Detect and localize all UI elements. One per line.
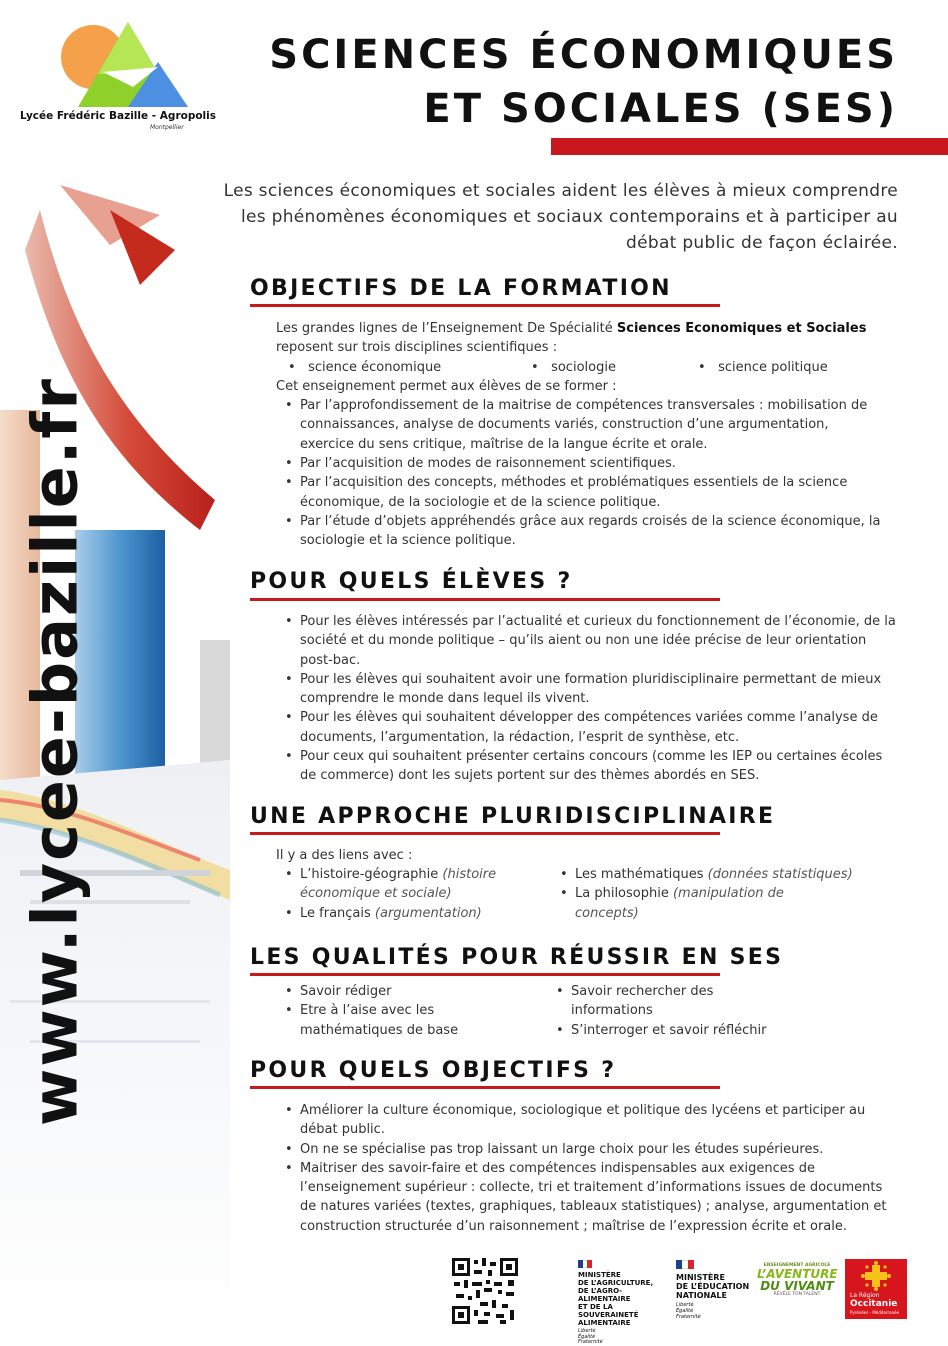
text-line: MINISTÈRE	[676, 1273, 725, 1282]
heading-eleves: POUR QUELS ÉLÈVES ?	[250, 569, 573, 594]
list-item: • Par l’approfondissement de la maitrise de compétences transversales : mobilisation de connaissances, analyse de documents variés, construction d’une argumentation, exercice du sens critique, maîtrise de la langue écrite et orale.	[276, 396, 886, 454]
ministere-education-logo	[676, 1260, 694, 1269]
link-detail: (données statistiques)	[707, 867, 853, 882]
objectifs-p1-c: reposent sur trois disciplines scientifiques :	[276, 340, 558, 356]
heading-buts: POUR QUELS OBJECTIFS ?	[250, 1058, 617, 1083]
link-name: La philosophie	[575, 886, 673, 902]
list-item: • Pour ceux qui souhaitent présenter certains concours (comme les IEP ou certaines écoles de commerce) dont les sujets portent sur des thèmes abordés en SES.	[276, 747, 901, 786]
aventure-line-2: DU VIVANT	[760, 1279, 834, 1293]
objectifs-p1-a: Les grandes lignes de l’Enseignement De Spécialité	[276, 321, 617, 336]
list-item: • Améliorer la culture économique, sociologique et politique des lycéens et participer au débat public.	[276, 1101, 901, 1140]
ministere-education-text	[676, 1273, 756, 1320]
text-line: Liberté	[676, 1302, 694, 1308]
heading-objectifs: OBJECTIFS DE LA FORMATION	[250, 276, 672, 301]
ministere-agriculture-logo	[578, 1260, 592, 1268]
text-line: DE L’AGRICULTURE,	[578, 1279, 654, 1287]
objectifs-p1	[276, 319, 886, 358]
list-item	[276, 904, 546, 923]
approche-list-right	[551, 865, 911, 923]
link-name: L’histoire-géographie	[300, 867, 443, 882]
devise	[578, 1329, 670, 1346]
list-item: • Par l’acquisition des concepts, méthodes et problématiques essentiels de la science économique, de la sociologie et de la science politique.	[276, 473, 886, 512]
heading-approche-bar	[250, 832, 720, 835]
link-detail: (argumentation)	[374, 905, 482, 921]
list-item: • Par l’étude d’objets appréhendés grâce aux regards croisés de la science économique, la sociologie et la science politique.	[276, 512, 886, 551]
discipline-item: • science économique	[288, 359, 442, 375]
discipline-politique: science politique	[718, 359, 828, 375]
heading-objectifs-bar	[250, 304, 720, 307]
list-item: • Pour les élèves intéressés par l’actualité et curieux du fonctionnement de l’économie, de la société et du monde politique – qu’ils aient ou non une idée précise de leur orientation post-bac.	[276, 612, 901, 670]
french-flag-icon	[578, 1260, 592, 1268]
approche-list-left	[276, 865, 546, 923]
discipline-sociologie: sociologie	[551, 359, 616, 375]
list-item: • Savoir rechercher des informations	[547, 982, 782, 1021]
text-line: Égalité	[676, 1308, 694, 1314]
occitan-cross-icon	[845, 1259, 907, 1293]
link-name: Les mathématiques	[575, 867, 708, 882]
objectifs-p1-bold: Sciences Economiques et Sociales	[616, 321, 867, 336]
devise	[676, 1302, 756, 1320]
buts-list	[276, 1101, 901, 1236]
list-item: • Savoir rédiger	[276, 982, 516, 1001]
list-item	[551, 865, 911, 884]
text-line: Égalité	[578, 1333, 596, 1340]
link-detail: (manipulation de concepts)	[575, 886, 784, 921]
list-item: • Pour les élèves qui souhaitent développer des compétences variées comme l’analyse de documents, l’argumentation, la rédaction, l’esprit de synthèse, etc.	[276, 708, 901, 747]
list-item: • Pour les élèves qui souhaitent avoir une formation pluridisciplinaire permettant de mieux comprendre le monde dans lequel ils vivent.	[276, 670, 901, 709]
qualites-list-right	[547, 982, 782, 1040]
list-item: • On ne se spécialise pas trop laissant un large choix pour les études supérieures.	[276, 1140, 901, 1159]
list-item	[551, 884, 840, 923]
discipline-item: • science politique	[698, 359, 828, 375]
list-item: • Etre à l’aise avec les mathématiques de base	[276, 1001, 516, 1040]
text-line: Liberté	[578, 1328, 596, 1334]
objectifs-text	[276, 319, 886, 551]
aventure-line-1: L’AVENTURE	[757, 1267, 838, 1281]
qr-code	[450, 1256, 520, 1326]
page-title	[258, 28, 898, 136]
aventure-du-vivant-logo	[757, 1263, 837, 1297]
region-line-3: Pyrénées - Méditerranée	[850, 1310, 900, 1315]
region-line-2: Occitanie	[850, 1299, 898, 1309]
school-city: Montpellier	[150, 124, 184, 131]
discipline-item: • sociologie	[531, 359, 616, 375]
heading-approche: UNE APPROCHE PLURIDISCIPLINAIRE	[250, 804, 776, 829]
aventure-top: ENSEIGNEMENT AGRICOLE	[763, 1263, 831, 1268]
school-name: Lycée Frédéric Bazille - Agropolis	[19, 110, 217, 122]
heading-buts-bar	[250, 1086, 720, 1089]
text-line: ET DE LA SOUVERAINETÉ	[578, 1303, 639, 1319]
list-item: • Par l’acquisition de modes de raisonnement scientifiques.	[276, 454, 886, 473]
website-url-vertical: www.lycee-bazille.fr	[18, 377, 92, 1126]
heading-qualites: LES QUALITÉS POUR RÉUSSIR EN SES	[250, 945, 784, 970]
heading-eleves-bar	[250, 598, 720, 601]
text-line: DE L’ÉDUCATION	[676, 1282, 750, 1291]
aventure-sub: RÉVÈLE TON TALENT	[773, 1292, 821, 1297]
objectifs-list	[276, 396, 886, 550]
heading-qualites-bar	[250, 973, 720, 976]
title-underline	[551, 138, 948, 155]
list-item: • S’interroger et savoir réfléchir	[547, 1021, 782, 1040]
list-item: • Maitriser des savoir-faire et des compétences indispensables aux exigences de l’enseignement supérieur : collecte, tri et traitement d’informations issues de documents de natures variées (textes, graphiques, tableaux statistiques) ; analyse, argumentation et construction structurée d’un raisonnement ; maîtrise de l’expression écrite et orale.	[276, 1159, 901, 1236]
text-line: MINISTÈRE	[578, 1271, 621, 1279]
region-line-1: La Région	[850, 1292, 880, 1299]
objectifs-p2: Cet enseignement permet aux élèves de se former :	[276, 378, 617, 394]
text-line: DE L’AGRO-ALIMENTAIRE	[578, 1287, 631, 1303]
intro-paragraph: Les sciences économiques et sociales aident les élèves à mieux comprendre les phénomènes économiques et sociaux contemporains et à participer au débat public de façon éclairée.	[223, 181, 898, 253]
background-chart-illustration	[0, 0, 230, 1341]
title-line-1: SCIENCES ÉCONOMIQUES	[269, 32, 898, 78]
region-occitanie-logo	[845, 1259, 907, 1319]
text-line: ALIMENTAIRE	[578, 1319, 631, 1327]
approche-intro: Il y a des liens avec :	[276, 848, 413, 863]
qualites-list-left	[276, 982, 516, 1040]
text-line: NATIONALE	[676, 1291, 727, 1300]
list-item	[276, 865, 546, 904]
ministere-agriculture-text	[578, 1271, 670, 1346]
text-line: Fraternité	[578, 1339, 603, 1345]
link-name: Le français	[300, 905, 375, 921]
text-line: Fraternité	[676, 1314, 701, 1320]
title-line-2: ET SOCIALES (SES)	[423, 86, 898, 132]
disciplines-list	[276, 358, 886, 377]
eleves-list	[276, 612, 901, 786]
link-detail: (histoire économique et sociale)	[300, 867, 497, 902]
discipline-economie: science économique	[308, 359, 442, 375]
french-flag-icon	[676, 1260, 694, 1269]
